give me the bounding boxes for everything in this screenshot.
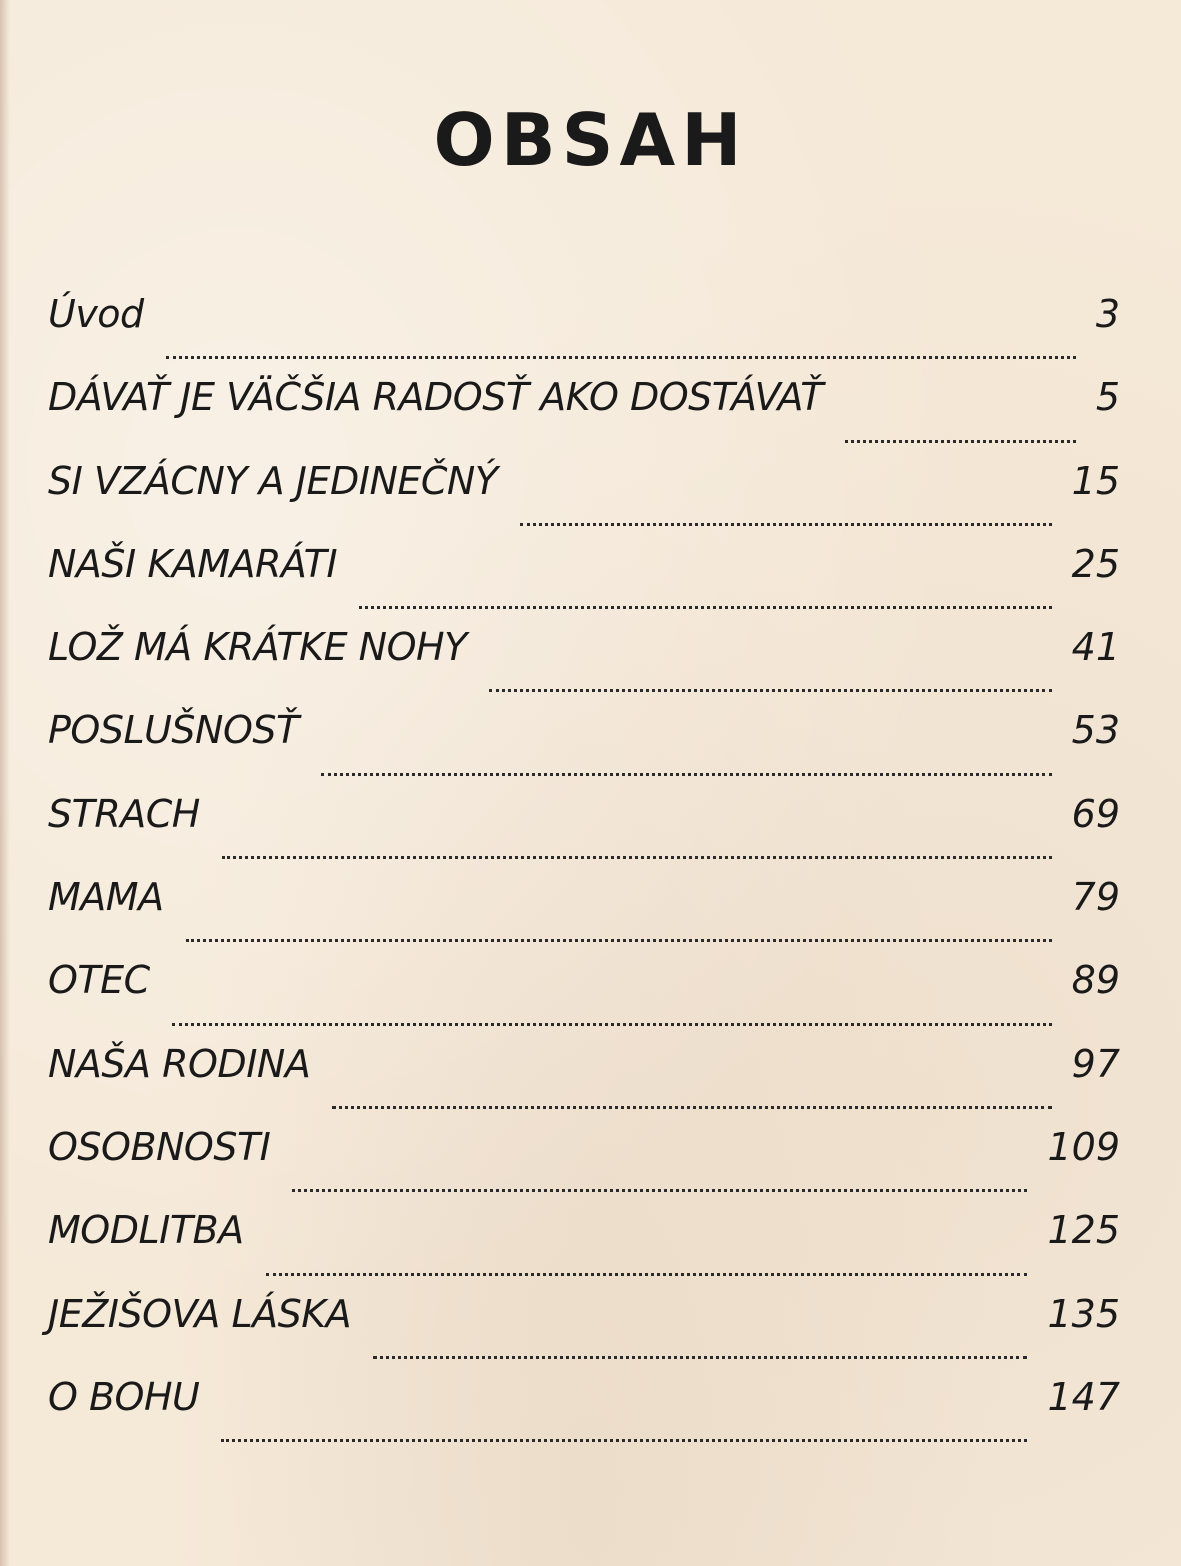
- toc-entry-page-number: 69: [1071, 791, 1120, 836]
- toc-entry-strach[interactable]: [48, 792, 1120, 875]
- toc-entry-jezisova-laska[interactable]: [48, 1292, 1120, 1375]
- toc-entry-mama[interactable]: [48, 875, 1120, 958]
- toc-dot-leader: [332, 1106, 1051, 1109]
- toc-entry-davat[interactable]: [48, 375, 1120, 458]
- page-edge-shadow: [0, 0, 10, 1566]
- toc-entry-page-number: 3: [1095, 292, 1120, 336]
- toc-entry-label: OSOBNOSTI: [48, 1124, 271, 1169]
- toc-entry-label: LOŽ MÁ KRÁTKE NOHY: [48, 625, 467, 670]
- toc-dot-leader: [489, 689, 1052, 692]
- toc-entry-osobnosti[interactable]: [48, 1125, 1120, 1208]
- toc-entry-label: NAŠI KAMARÁTI: [48, 541, 338, 586]
- toc-entry-poslusnost[interactable]: [48, 708, 1120, 791]
- toc-entry-o-bohu[interactable]: [48, 1375, 1120, 1458]
- toc-entry-page-number: 41: [1071, 625, 1120, 670]
- toc-entry-label: POSLUŠNOSŤ: [48, 708, 299, 753]
- table-of-contents: [48, 292, 1120, 1458]
- toc-entry-nasa-rodina[interactable]: [48, 1042, 1120, 1125]
- toc-dot-leader: [520, 523, 1052, 526]
- toc-entry-page-number: 147: [1047, 1374, 1120, 1419]
- toc-entry-label: O BOHU: [48, 1374, 200, 1419]
- toc-dot-leader: [845, 440, 1076, 443]
- toc-entry-page-number: 97: [1071, 1041, 1120, 1086]
- toc-dot-leader: [373, 1356, 1027, 1359]
- toc-entry-page-number: 53: [1071, 708, 1120, 753]
- toc-entry-page-number: 125: [1047, 1208, 1120, 1253]
- toc-entry-si-vzacny[interactable]: [48, 459, 1120, 542]
- toc-entry-page-number: 89: [1071, 958, 1120, 1003]
- toc-entry-page-number: 79: [1071, 875, 1120, 920]
- toc-entry-label: JEŽIŠOVA LÁSKA: [48, 1291, 352, 1336]
- toc-entry-page-number: 15: [1071, 458, 1120, 503]
- toc-entry-uvod[interactable]: [48, 292, 1120, 375]
- toc-dot-leader: [166, 356, 1076, 359]
- toc-entry-label: Úvod: [48, 292, 144, 336]
- toc-entry-label: OTEC: [48, 958, 150, 1003]
- toc-dot-leader: [221, 1439, 1027, 1442]
- toc-entry-nasi-kamarati[interactable]: [48, 542, 1120, 625]
- toc-dot-leader: [359, 606, 1052, 609]
- toc-dot-leader: [222, 856, 1052, 859]
- toc-entry-label: SI VZÁCNY A JEDINEČNÝ: [48, 458, 498, 503]
- toc-entry-page-number: 135: [1047, 1291, 1120, 1336]
- page-title: OBSAH: [433, 98, 748, 182]
- toc-entry-label: MODLITBA: [48, 1208, 244, 1253]
- toc-entry-modlitba[interactable]: [48, 1208, 1120, 1291]
- toc-entry-page-number: 25: [1071, 541, 1120, 586]
- toc-dot-leader: [172, 1023, 1052, 1026]
- toc-entry-label: MAMA: [48, 875, 164, 920]
- toc-entry-label: DÁVAŤ JE VÄČŠIA RADOSŤ AKO DOSTÁVAŤ: [48, 375, 823, 420]
- toc-dot-leader: [266, 1273, 1028, 1276]
- toc-entry-otec[interactable]: [48, 958, 1120, 1041]
- toc-entry-loz[interactable]: [48, 625, 1120, 708]
- toc-entry-label: STRACH: [48, 791, 200, 836]
- toc-entry-page-number: 109: [1047, 1124, 1120, 1169]
- toc-dot-leader: [186, 939, 1052, 942]
- toc-entry-label: NAŠA RODINA: [48, 1041, 311, 1086]
- toc-dot-leader: [321, 773, 1052, 776]
- toc-entry-page-number: 5: [1095, 375, 1120, 420]
- toc-dot-leader: [292, 1189, 1027, 1192]
